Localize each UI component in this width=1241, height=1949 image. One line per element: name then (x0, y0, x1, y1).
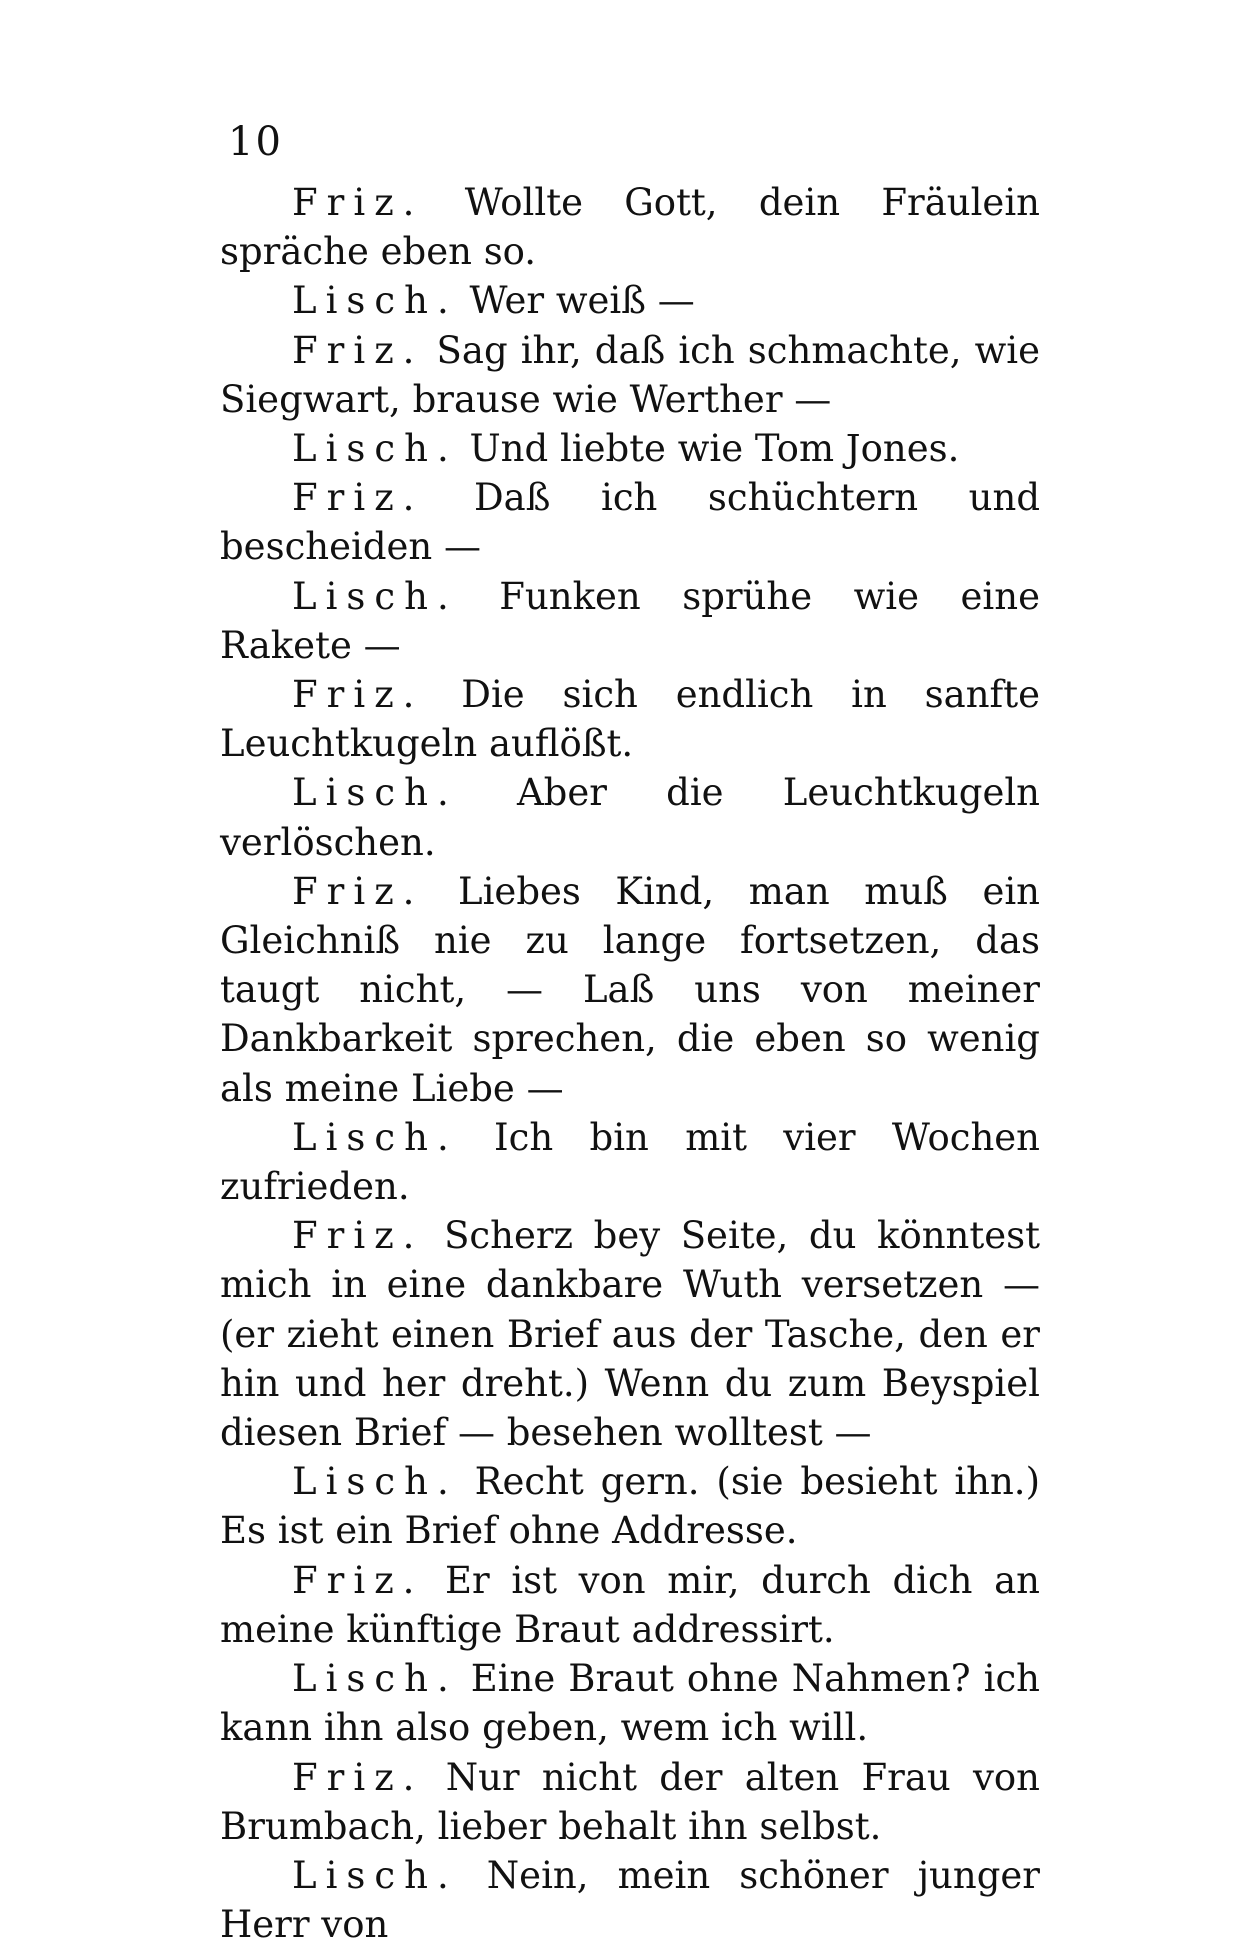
speaker-name: Lisch. (292, 1853, 458, 1897)
speaker-name: Lisch. (292, 1657, 458, 1701)
speech-text: Eine Braut ohne Nahmen? ich kann ihn also geben, wem ich will. (220, 1657, 1040, 1750)
speaker-name: Lisch. (292, 574, 458, 618)
speaker-name: Friz. (292, 869, 424, 913)
speech-text: Nein, mein schöner junger Herr von (220, 1853, 1040, 1947)
speech-paragraph (220, 1556, 1040, 1654)
speech-text: Daß ich schüchtern und bescheiden — (220, 476, 1040, 569)
speech-paragraph (220, 1113, 1040, 1211)
speech-text: Wer weiß — (469, 279, 695, 323)
speech-paragraph (220, 473, 1040, 571)
speech-text: Und liebte wie Tom Jones. (469, 427, 960, 471)
speech-paragraph (220, 768, 1040, 866)
speech-paragraph (220, 326, 1040, 424)
speaker-name: Lisch. (292, 1115, 458, 1159)
speech-paragraph (220, 1457, 1040, 1555)
speech-paragraph (220, 276, 1040, 325)
speech-paragraph (220, 1654, 1040, 1752)
speaker-name: Lisch. (292, 279, 458, 323)
speech-paragraph (220, 178, 1040, 276)
speech-text: Ich bin mit vier Wochen zufrieden. (220, 1115, 1040, 1209)
speaker-name: Lisch. (292, 427, 458, 471)
speech-paragraph (220, 572, 1040, 670)
speaker-name: Friz. (292, 476, 424, 520)
speech-paragraph (220, 1851, 1040, 1949)
speaker-name: Friz. (292, 181, 424, 224)
speech-text: Recht gern. (sie besieht ihn.) Es ist ein Brief ohne Addresse. (220, 1460, 1041, 1553)
speaker-name: Friz. (292, 1558, 424, 1602)
speaker-name: Friz. (292, 1755, 424, 1799)
speech-paragraph (220, 424, 1040, 473)
speech-paragraph (220, 1211, 1040, 1457)
speech-text: Er ist von mir, durch dich an meine künftige Braut addressirt. (220, 1558, 1040, 1651)
speaker-name: Friz. (292, 328, 424, 372)
speech-text: Liebes Kind, man muß ein Gleichniß nie zu lange fortsetzen, das taugt nicht, — Laß uns von meiner Dankbarkeit sprechen, die eben so wenig als meine Liebe — (220, 869, 1041, 1110)
speech-text: Wollte Gott, dein Fräulein spräche eben so. (220, 181, 1040, 274)
speech-text: Nur nicht der alten Frau von Brumbach, lieber behalt ihn selbst. (220, 1755, 1040, 1848)
speaker-name: Lisch. (292, 771, 458, 815)
speaker-name: Friz. (292, 673, 424, 717)
dialogue-text (220, 178, 1040, 1949)
speech-text: Aber die Leuchtkugeln verlöschen. (220, 771, 1041, 864)
speaker-name: Friz. (292, 1214, 424, 1258)
speech-text: Die sich endlich in sanfte Leuchtkugeln auflößt. (220, 673, 1040, 766)
page-number: 10 (228, 119, 283, 165)
speech-paragraph (220, 867, 1040, 1113)
speech-text: Sag ihr, daß ich schmachte, wie Siegwart, brause wie Werther — (220, 328, 1041, 421)
speech-paragraph (220, 1753, 1040, 1851)
speech-text: Scherz bey Seite, du könntest mich in eine dankbare Wuth versetzen — (er zieht einen Brief aus der Tasche, den er hin und her dreht.) Wenn du zum Beyspiel diesen Brief — besehen wolltest — (220, 1214, 1041, 1455)
speaker-name: Lisch. (292, 1460, 458, 1504)
speech-paragraph (220, 670, 1040, 768)
speech-text: Funken sprühe wie eine Rakete — (220, 574, 1040, 667)
